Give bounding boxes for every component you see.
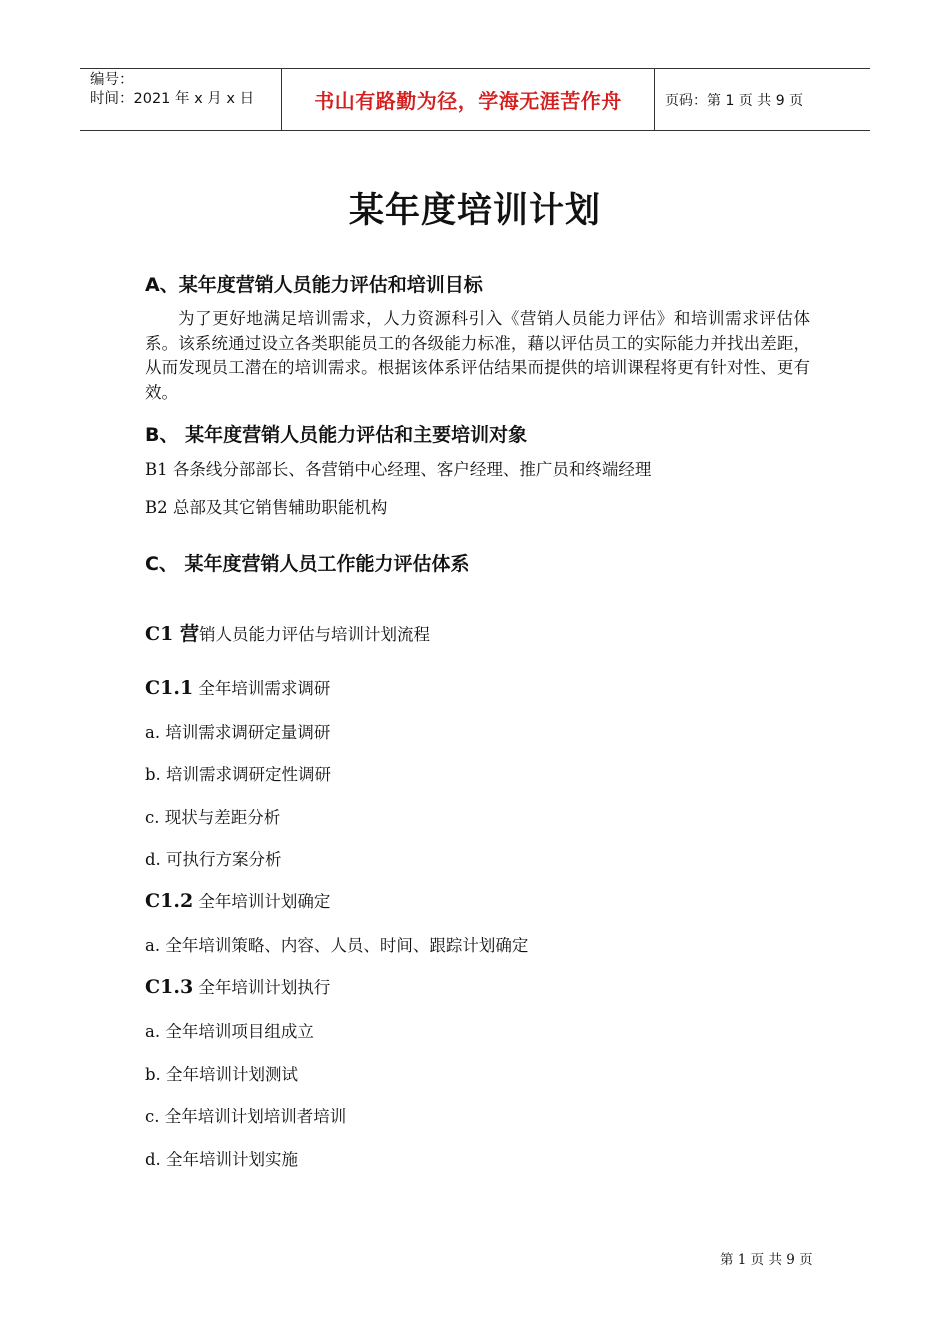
page-footer: 第 1 页 共 9 页	[720, 1252, 813, 1268]
list-item-c13-d: d. 全年培训计划实施	[145, 1150, 299, 1169]
c11-heading	[145, 675, 330, 699]
list-item-c11-a: a. 培训需求调研定量调研	[145, 723, 331, 742]
list-item-c11-c: c. 现状与差距分析	[145, 808, 281, 827]
c12-label: C1.2	[145, 890, 194, 912]
motto: 书山有路勤为径，学海无涯苦作舟	[314, 89, 622, 113]
time-label: 时间：2021 年 x 月 x 日	[90, 91, 255, 107]
list-item-c11-d: d. 可执行方案分析	[145, 850, 282, 869]
header-meta	[80, 69, 281, 130]
list-item-c11-b: b. 培训需求调研定性调研	[145, 765, 332, 784]
c11-label: C1.1	[145, 677, 194, 699]
c1-text: 销人员能力评估与培训计划流程	[198, 625, 430, 644]
number-label: 编号：	[90, 72, 134, 88]
section-b-heading: B、 某年度营销人员能力评估和主要培训对象	[145, 424, 528, 446]
section-a-paragraph: 为了更好地满足培训需求，人力资源科引入《营销人员能力评估》和培训需求评估体系。该系统通过设立各类职能员工的各级能力标准，藉以评估员工的实际能力并找出差距，从而发现员工潜在的培训需求。根据该体系评估结果而提供的培训课程将更有针对性、更有效。	[145, 309, 810, 402]
page-title: 某年度培训计划	[348, 191, 601, 231]
c12-text: 全年培训计划确定	[193, 892, 331, 911]
list-item-c12-a: a. 全年培训策略、内容、人员、时间、跟踪计划确定	[145, 936, 529, 955]
c12-heading	[145, 888, 330, 912]
header-motto-cell	[281, 69, 655, 130]
list-item-c13-c: c. 全年培训计划培训者培训	[145, 1107, 347, 1126]
c13-label: C1.3	[145, 976, 194, 998]
list-item-b2: B2 总部及其它销售辅助职能机构	[145, 498, 388, 517]
c1-label: C1 营	[145, 623, 199, 645]
header-page-cell	[655, 69, 870, 130]
c1-heading	[145, 619, 430, 646]
section-c-heading: C、 某年度营销人员工作能力评估体系	[145, 553, 470, 575]
page-header	[80, 68, 870, 131]
c13-heading	[145, 974, 330, 998]
c11-text: 全年培训需求调研	[193, 679, 331, 698]
list-item-c13-b: b. 全年培训计划测试	[145, 1065, 299, 1084]
list-item-c13-a: a. 全年培训项目组成立	[145, 1022, 314, 1041]
c13-text: 全年培训计划执行	[193, 978, 331, 997]
section-a-heading: A、某年度营销人员能力评估和培训目标	[145, 274, 483, 296]
list-item-b1: B1 各条线分部部长、各营销中心经理、客户经理、推广员和终端经理	[145, 460, 652, 479]
page-label: 页码：第 1 页 共 9 页	[665, 92, 804, 109]
